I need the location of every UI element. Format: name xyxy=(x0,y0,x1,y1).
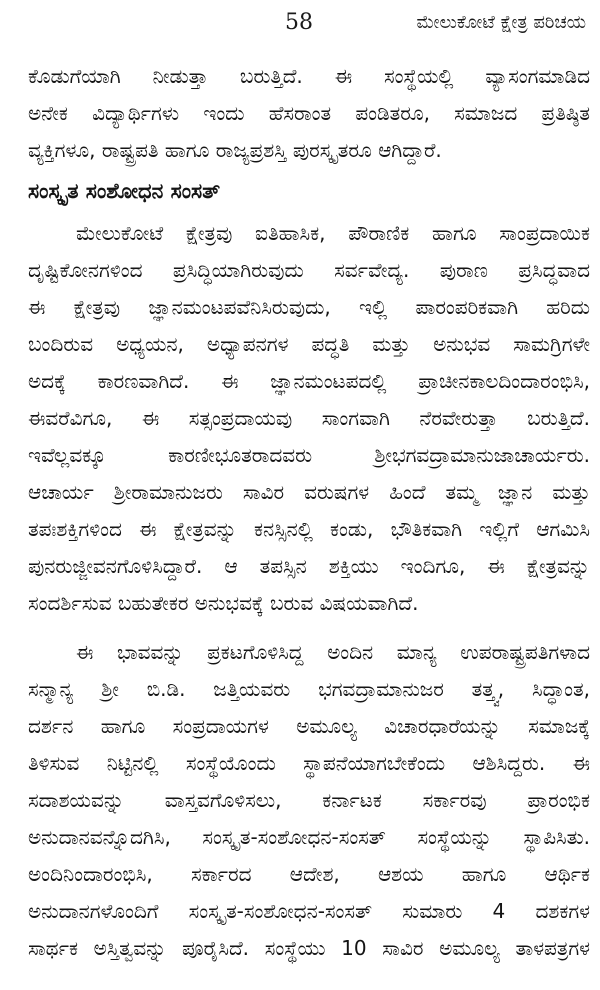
paragraph-1 xyxy=(28,58,590,169)
text-line: ಅನೇಕ ವಿದ್ಯಾರ್ಥಿಗಳು ಇಂದು ಹೆಸರಾಂತ ಪಂಡಿತರೂ, ಸಮಾಜದ ಪ್ರತಿಷ್ಠಿತ xyxy=(28,101,590,125)
text-line: ಅಂದಿನಿಂದಾರಂಭಿಸಿ, ಸರ್ಕಾರದ ಆದೇಶ, ಆಶಯ ಹಾಗೂ ಆರ್ಥಿಕ xyxy=(28,862,590,886)
text-line: ಪುನರುಜ್ಜೀವನಗೊಳಿಸಿದ್ದಾರೆ. ಆ ತಪಸ್ಸಿನ ಶಕ್ತಿಯು ಇಂದಿಗೂ, ಈ ಕ್ಷೇತ್ರವನ್ನು xyxy=(28,554,590,578)
text-line: ಇವೆಲ್ಲವಕ್ಕೂ ಕಾರಣೀಭೂತರಾದವರು ಶ್ರೀಭಗವದ್ರಾಮಾನುಜಾಚಾರ್ಯರು. xyxy=(28,443,590,467)
page-header xyxy=(0,8,600,48)
text-line: ದರ್ಶನ ಹಾಗೂ ಸಂಪ್ರದಾಯಗಳ ಅಮೂಲ್ಯ ವಿಚಾರಧಾರೆಯನ್ನು ಸಮಾಜಕ್ಕೆ xyxy=(28,714,590,738)
text-line: ಈ ಕ್ಷೇತ್ರವು ಜ್ಞಾನಮಂಟಪವೆನಿಸಿರುವುದು, ಇಲ್ಲಿ ಪಾರಂಪರಿಕವಾಗಿ ಹರಿದು xyxy=(28,295,590,319)
text-line: ವ್ಯಕ್ತಿಗಳೂ, ರಾಷ್ಟ್ರಪತಿ ಹಾಗೂ ರಾಜ್ಯಪ್ರಶಸ್ತಿ ಪುರಸ್ಕೃತರೂ ಆಗಿದ್ದಾರೆ. xyxy=(28,138,442,162)
text-line: ದೃಷ್ಟಿಕೋನಗಳಿಂದ ಪ್ರಸಿದ್ಧಿಯಾಗಿರುವುದು ಸರ್ವವೇದ್ಯ. ಪುರಾಣ ಪ್ರಸಿದ್ಧವಾದ xyxy=(28,258,590,282)
text-line: ಬಂದಿರುವ ಅಧ್ಯಯನ, ಅಧ್ಯಾಪನಗಳ ಪದ್ಧತಿ ಮತ್ತು ಅನುಭವ ಸಾಮಗ್ರಿಗಳೇ xyxy=(28,332,590,356)
text-line: ಸಂದರ್ಶಿಸುವ ಬಹುತೇಕರ ಅನುಭವಕ್ಕೆ ಬರುವ ವಿಷಯವಾಗಿದೆ. xyxy=(28,591,419,615)
paragraph-3 xyxy=(28,634,590,967)
text-line: ತಿಳಿಸುವ ನಿಟ್ಟಿನಲ್ಲಿ ಸಂಸ್ಥೆಯೊಂದು ಸ್ಥಾಪನೆಯಾಗಬೇಕೆಂದು ಆಶಿಸಿದ್ದರು. ಈ xyxy=(28,751,590,775)
paragraph-2 xyxy=(28,215,590,622)
section-heading: ಸಂಸ್ಕೃತ ಸಂಶೋಧನ ಸಂಸತ್ xyxy=(28,179,221,203)
running-title: ಮೇಲುಕೋಟೆ ಕ್ಷೇತ್ರ ಪರಿಚಯ xyxy=(416,12,586,33)
page-number: 58 xyxy=(285,10,313,35)
text-line: ಆಚಾರ್ಯ ಶ್ರೀರಾಮಾನುಜರು ಸಾವಿರ ವರುಷಗಳ ಹಿಂದೆ ತಮ್ಮ ಜ್ಞಾನ ಮತ್ತು xyxy=(28,480,590,504)
text-line: ಈ ಭಾವವನ್ನು ಪ್ರಕಟಗೊಳಿಸಿದ್ದ ಅಂದಿನ ಮಾನ್ಯ ಉಪರಾಷ್ಟ್ರಪತಿಗಳಾದ xyxy=(76,640,590,664)
text-line: ಕೊಡುಗೆಯಾಗಿ ನೀಡುತ್ತಾ ಬರುತ್ತಿದೆ. ಈ ಸಂಸ್ಥೆಯಲ್ಲಿ ವ್ಯಾಸಂಗಮಾಡಿದ xyxy=(28,64,590,88)
text-line: ಸಾರ್ಥಕ ಅಸ್ತಿತ್ವವನ್ನು ಪೂರೈಸಿದೆ. ಸಂಸ್ಥೆಯು 10 ಸಾವಿರ ಅಮೂಲ್ಯ ತಾಳಪತ್ರಗಳ xyxy=(28,936,590,960)
text-line: ತಪಃಶಕ್ತಿಗಳಿಂದ ಈ ಕ್ಷೇತ್ರವನ್ನು ಕನಸ್ಸಿನಲ್ಲಿ ಕಂಡು, ಭೌತಿಕವಾಗಿ ಇಲ್ಲಿಗೆ ಆಗಮಿಸಿ xyxy=(28,517,590,541)
text-line: ಸದಾಶಯವನ್ನು ವಾಸ್ತವಗೊಳಿಸಲು, ಕರ್ನಾಟಕ ಸರ್ಕಾರವು ಪ್ರಾರಂಭಿಕ xyxy=(28,788,590,812)
text-line: ಅನುದಾನವನ್ನೊದಗಿಸಿ, ಸಂಸ್ಕೃತ-ಸಂಶೋಧನ-ಸಂಸತ್ ಸಂಸ್ಥೆಯನ್ನು ಸ್ಥಾಪಿಸಿತು. xyxy=(28,825,590,849)
text-line: ಮೇಲುಕೋಟೆ ಕ್ಷೇತ್ರವು ಐತಿಹಾಸಿಕ, ಪೌರಾಣಿಕ ಹಾಗೂ ಸಾಂಪ್ರದಾಯಿಕ xyxy=(76,221,590,245)
text-line: ಅದಕ್ಕೆ ಕಾರಣವಾಗಿದೆ. ಈ ಜ್ಞಾನಮಂಟಪದಲ್ಲಿ ಪ್ರಾಚೀನಕಾಲದಿಂದಾರಂಭಿಸಿ, xyxy=(28,369,590,393)
paragraph-gap xyxy=(28,622,590,634)
text-line: ಅನುದಾನಗಳೊಂದಿಗೆ ಸಂಸ್ಕೃತ-ಸಂಶೋಧನ-ಸಂಸತ್ ಸುಮಾರು 4 ದಶಕಗಳ xyxy=(28,899,590,923)
text-line: ಸನ್ಮಾನ್ಯ ಶ್ರೀ ಬಿ.ಡಿ. ಜತ್ತಿಯವರು ಭಗವದ್ರಾಮಾನುಜರ ತತ್ತ್ವ, ಸಿದ್ಧಾಂತ, xyxy=(28,677,590,701)
page-content xyxy=(28,58,590,967)
text-line: ಈವರೆವಿಗೂ, ಈ ಸತ್ಸಂಪ್ರದಾಯವು ಸಾಂಗವಾಗಿ ನೆರವೇರುತ್ತಾ ಬರುತ್ತಿದೆ. xyxy=(28,406,590,430)
